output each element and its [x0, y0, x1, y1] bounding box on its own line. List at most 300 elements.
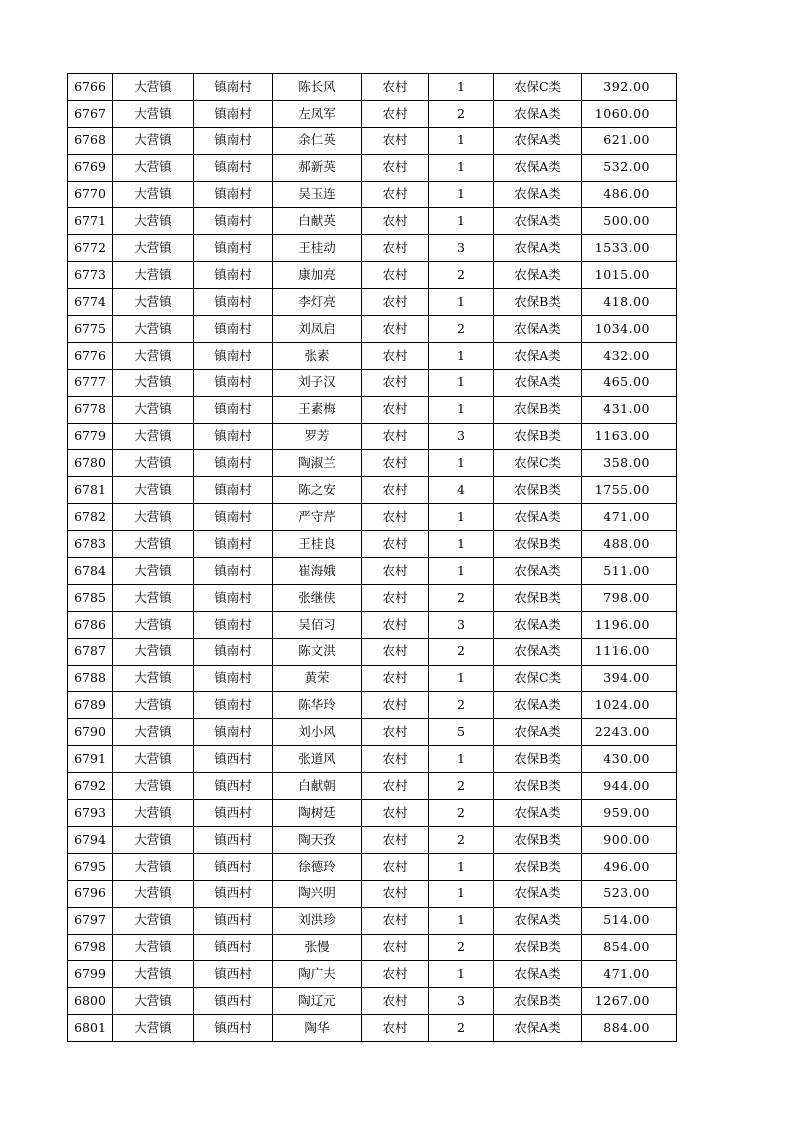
area-type-cell: 农村 [362, 853, 429, 880]
town-cell: 大营镇 [113, 692, 194, 719]
table-row [68, 988, 677, 1015]
area-type-cell: 农村 [362, 746, 429, 773]
name-cell: 陶华 [273, 1015, 362, 1042]
area-type-cell: 农村 [362, 934, 429, 961]
village-cell: 镇南村 [194, 154, 273, 181]
village-cell: 镇南村 [194, 235, 273, 262]
household-count-cell: 1 [429, 531, 494, 558]
amount-cell: 944.00 [582, 773, 677, 800]
table-row [68, 773, 677, 800]
amount-cell: 1015.00 [582, 262, 677, 289]
household-count-cell: 1 [429, 74, 494, 101]
area-type-cell: 农村 [362, 531, 429, 558]
village-cell: 镇西村 [194, 773, 273, 800]
insurance-class-cell: 农保B类 [494, 988, 582, 1015]
record-number-cell: 6789 [68, 692, 113, 719]
amount-cell: 1533.00 [582, 235, 677, 262]
area-type-cell: 农村 [362, 880, 429, 907]
name-cell: 徐德玲 [273, 853, 362, 880]
household-count-cell: 2 [429, 826, 494, 853]
town-cell: 大营镇 [113, 235, 194, 262]
town-cell: 大营镇 [113, 531, 194, 558]
village-cell: 镇西村 [194, 826, 273, 853]
insurance-class-cell: 农保A类 [494, 1015, 582, 1042]
town-cell: 大营镇 [113, 74, 194, 101]
household-count-cell: 1 [429, 127, 494, 154]
amount-cell: 358.00 [582, 450, 677, 477]
record-number-cell: 6801 [68, 1015, 113, 1042]
name-cell: 吴佰习 [273, 611, 362, 638]
table-row [68, 1015, 677, 1042]
name-cell: 李灯亮 [273, 289, 362, 316]
record-number-cell: 6781 [68, 477, 113, 504]
record-number-cell: 6784 [68, 558, 113, 585]
area-type-cell: 农村 [362, 100, 429, 127]
amount-cell: 1196.00 [582, 611, 677, 638]
record-number-cell: 6787 [68, 638, 113, 665]
area-type-cell: 农村 [362, 961, 429, 988]
insurance-class-cell: 农保A类 [494, 611, 582, 638]
table-body [68, 74, 677, 1042]
insurance-class-cell: 农保B类 [494, 531, 582, 558]
insurance-class-cell: 农保B类 [494, 934, 582, 961]
town-cell: 大营镇 [113, 504, 194, 531]
town-cell: 大营镇 [113, 773, 194, 800]
village-cell: 镇西村 [194, 880, 273, 907]
amount-cell: 1060.00 [582, 100, 677, 127]
insurance-class-cell: 农保B类 [494, 423, 582, 450]
town-cell: 大营镇 [113, 853, 194, 880]
name-cell: 刘凤启 [273, 316, 362, 343]
table-row [68, 719, 677, 746]
village-cell: 镇南村 [194, 584, 273, 611]
table-row [68, 477, 677, 504]
village-cell: 镇南村 [194, 450, 273, 477]
area-type-cell: 农村 [362, 719, 429, 746]
name-cell: 白献朝 [273, 773, 362, 800]
table-row [68, 127, 677, 154]
name-cell: 刘小风 [273, 719, 362, 746]
record-number-cell: 6777 [68, 369, 113, 396]
insurance-class-cell: 农保A类 [494, 880, 582, 907]
name-cell: 陈华玲 [273, 692, 362, 719]
village-cell: 镇西村 [194, 907, 273, 934]
household-count-cell: 3 [429, 423, 494, 450]
name-cell: 刘子汉 [273, 369, 362, 396]
area-type-cell: 农村 [362, 181, 429, 208]
name-cell: 陈文洪 [273, 638, 362, 665]
household-count-cell: 1 [429, 289, 494, 316]
table-row [68, 961, 677, 988]
insurance-class-cell: 农保A类 [494, 316, 582, 343]
amount-cell: 1024.00 [582, 692, 677, 719]
record-number-cell: 6771 [68, 208, 113, 235]
town-cell: 大营镇 [113, 961, 194, 988]
table-row [68, 74, 677, 101]
village-cell: 镇南村 [194, 289, 273, 316]
name-cell: 陶淑兰 [273, 450, 362, 477]
amount-cell: 1755.00 [582, 477, 677, 504]
amount-cell: 471.00 [582, 961, 677, 988]
insurance-class-cell: 农保A类 [494, 100, 582, 127]
village-cell: 镇南村 [194, 342, 273, 369]
household-count-cell: 1 [429, 961, 494, 988]
name-cell: 陈长风 [273, 74, 362, 101]
record-number-cell: 6775 [68, 316, 113, 343]
town-cell: 大营镇 [113, 181, 194, 208]
table-row [68, 450, 677, 477]
insurance-class-cell: 农保B类 [494, 289, 582, 316]
area-type-cell: 农村 [362, 127, 429, 154]
table-row [68, 342, 677, 369]
record-number-cell: 6800 [68, 988, 113, 1015]
insurance-class-cell: 农保A类 [494, 719, 582, 746]
area-type-cell: 农村 [362, 773, 429, 800]
insurance-class-cell: 农保C类 [494, 450, 582, 477]
village-cell: 镇南村 [194, 504, 273, 531]
area-type-cell: 农村 [362, 692, 429, 719]
name-cell: 刘洪珍 [273, 907, 362, 934]
table-row [68, 289, 677, 316]
name-cell: 张素 [273, 342, 362, 369]
area-type-cell: 农村 [362, 907, 429, 934]
record-number-cell: 6783 [68, 531, 113, 558]
table-row [68, 853, 677, 880]
amount-cell: 471.00 [582, 504, 677, 531]
household-count-cell: 1 [429, 907, 494, 934]
town-cell: 大营镇 [113, 826, 194, 853]
area-type-cell: 农村 [362, 235, 429, 262]
area-type-cell: 农村 [362, 504, 429, 531]
table-row [68, 181, 677, 208]
town-cell: 大营镇 [113, 1015, 194, 1042]
record-number-cell: 6792 [68, 773, 113, 800]
town-cell: 大营镇 [113, 262, 194, 289]
area-type-cell: 农村 [362, 800, 429, 827]
insurance-class-cell: 农保B类 [494, 773, 582, 800]
record-number-cell: 6796 [68, 880, 113, 907]
household-count-cell: 1 [429, 181, 494, 208]
amount-cell: 392.00 [582, 74, 677, 101]
amount-cell: 884.00 [582, 1015, 677, 1042]
amount-cell: 621.00 [582, 127, 677, 154]
data-table [67, 73, 677, 1042]
insurance-class-cell: 农保A类 [494, 369, 582, 396]
insurance-class-cell: 农保A类 [494, 262, 582, 289]
name-cell: 陶树廷 [273, 800, 362, 827]
amount-cell: 1034.00 [582, 316, 677, 343]
amount-cell: 430.00 [582, 746, 677, 773]
table-row [68, 638, 677, 665]
area-type-cell: 农村 [362, 611, 429, 638]
record-number-cell: 6772 [68, 235, 113, 262]
amount-cell: 854.00 [582, 934, 677, 961]
household-count-cell: 2 [429, 638, 494, 665]
area-type-cell: 农村 [362, 289, 429, 316]
household-count-cell: 1 [429, 396, 494, 423]
household-count-cell: 1 [429, 853, 494, 880]
record-number-cell: 6779 [68, 423, 113, 450]
table-row [68, 396, 677, 423]
town-cell: 大营镇 [113, 208, 194, 235]
record-number-cell: 6768 [68, 127, 113, 154]
amount-cell: 959.00 [582, 800, 677, 827]
village-cell: 镇南村 [194, 100, 273, 127]
name-cell: 崔海娥 [273, 558, 362, 585]
amount-cell: 496.00 [582, 853, 677, 880]
insurance-class-cell: 农保B类 [494, 396, 582, 423]
record-number-cell: 6769 [68, 154, 113, 181]
amount-cell: 511.00 [582, 558, 677, 585]
table-row [68, 100, 677, 127]
village-cell: 镇南村 [194, 558, 273, 585]
amount-cell: 1116.00 [582, 638, 677, 665]
village-cell: 镇南村 [194, 181, 273, 208]
household-count-cell: 1 [429, 369, 494, 396]
amount-cell: 500.00 [582, 208, 677, 235]
table-row [68, 611, 677, 638]
household-count-cell: 1 [429, 154, 494, 181]
town-cell: 大营镇 [113, 396, 194, 423]
area-type-cell: 农村 [362, 74, 429, 101]
amount-cell: 514.00 [582, 907, 677, 934]
amount-cell: 1163.00 [582, 423, 677, 450]
household-count-cell: 1 [429, 880, 494, 907]
area-type-cell: 农村 [362, 638, 429, 665]
household-count-cell: 2 [429, 316, 494, 343]
insurance-class-cell: 农保A类 [494, 235, 582, 262]
town-cell: 大营镇 [113, 934, 194, 961]
area-type-cell: 农村 [362, 396, 429, 423]
village-cell: 镇西村 [194, 1015, 273, 1042]
name-cell: 严守芹 [273, 504, 362, 531]
amount-cell: 488.00 [582, 531, 677, 558]
household-count-cell: 2 [429, 692, 494, 719]
name-cell: 黄荣 [273, 665, 362, 692]
household-count-cell: 2 [429, 100, 494, 127]
household-count-cell: 2 [429, 773, 494, 800]
village-cell: 镇西村 [194, 961, 273, 988]
record-number-cell: 6774 [68, 289, 113, 316]
household-count-cell: 1 [429, 558, 494, 585]
insurance-class-cell: 农保A类 [494, 504, 582, 531]
town-cell: 大营镇 [113, 665, 194, 692]
record-number-cell: 6786 [68, 611, 113, 638]
area-type-cell: 农村 [362, 342, 429, 369]
name-cell: 王桂良 [273, 531, 362, 558]
name-cell: 罗芳 [273, 423, 362, 450]
insurance-class-cell: 农保C类 [494, 665, 582, 692]
name-cell: 白献英 [273, 208, 362, 235]
household-count-cell: 1 [429, 746, 494, 773]
amount-cell: 900.00 [582, 826, 677, 853]
town-cell: 大营镇 [113, 289, 194, 316]
table-row [68, 584, 677, 611]
amount-cell: 1267.00 [582, 988, 677, 1015]
name-cell: 陶兴明 [273, 880, 362, 907]
insurance-class-cell: 农保A类 [494, 800, 582, 827]
amount-cell: 431.00 [582, 396, 677, 423]
name-cell: 余仁英 [273, 127, 362, 154]
table-row [68, 235, 677, 262]
town-cell: 大营镇 [113, 988, 194, 1015]
household-count-cell: 2 [429, 934, 494, 961]
village-cell: 镇南村 [194, 316, 273, 343]
household-count-cell: 1 [429, 208, 494, 235]
village-cell: 镇南村 [194, 665, 273, 692]
village-cell: 镇南村 [194, 638, 273, 665]
household-count-cell: 1 [429, 504, 494, 531]
village-cell: 镇南村 [194, 262, 273, 289]
table-row [68, 826, 677, 853]
area-type-cell: 农村 [362, 369, 429, 396]
amount-cell: 798.00 [582, 584, 677, 611]
amount-cell: 394.00 [582, 665, 677, 692]
town-cell: 大营镇 [113, 477, 194, 504]
record-number-cell: 6798 [68, 934, 113, 961]
record-number-cell: 6785 [68, 584, 113, 611]
record-number-cell: 6778 [68, 396, 113, 423]
town-cell: 大营镇 [113, 584, 194, 611]
village-cell: 镇西村 [194, 853, 273, 880]
town-cell: 大营镇 [113, 423, 194, 450]
household-count-cell: 2 [429, 800, 494, 827]
amount-cell: 418.00 [582, 289, 677, 316]
village-cell: 镇西村 [194, 988, 273, 1015]
village-cell: 镇南村 [194, 477, 273, 504]
amount-cell: 2243.00 [582, 719, 677, 746]
town-cell: 大营镇 [113, 800, 194, 827]
name-cell: 吴玉连 [273, 181, 362, 208]
insurance-class-cell: 农保A类 [494, 692, 582, 719]
village-cell: 镇西村 [194, 746, 273, 773]
area-type-cell: 农村 [362, 423, 429, 450]
record-number-cell: 6797 [68, 907, 113, 934]
town-cell: 大营镇 [113, 316, 194, 343]
town-cell: 大营镇 [113, 719, 194, 746]
household-count-cell: 5 [429, 719, 494, 746]
town-cell: 大营镇 [113, 369, 194, 396]
amount-cell: 486.00 [582, 181, 677, 208]
household-count-cell: 2 [429, 584, 494, 611]
insurance-class-cell: 农保A类 [494, 342, 582, 369]
name-cell: 陶辽元 [273, 988, 362, 1015]
name-cell: 康加亮 [273, 262, 362, 289]
name-cell: 陈之安 [273, 477, 362, 504]
town-cell: 大营镇 [113, 638, 194, 665]
household-count-cell: 3 [429, 611, 494, 638]
table-row [68, 262, 677, 289]
village-cell: 镇南村 [194, 369, 273, 396]
amount-cell: 532.00 [582, 154, 677, 181]
insurance-class-cell: 农保B类 [494, 826, 582, 853]
insurance-class-cell: 农保A类 [494, 961, 582, 988]
town-cell: 大营镇 [113, 746, 194, 773]
area-type-cell: 农村 [362, 450, 429, 477]
village-cell: 镇西村 [194, 934, 273, 961]
name-cell: 陶天孜 [273, 826, 362, 853]
record-number-cell: 6788 [68, 665, 113, 692]
insurance-class-cell: 农保A类 [494, 127, 582, 154]
insurance-class-cell: 农保A类 [494, 638, 582, 665]
household-count-cell: 2 [429, 262, 494, 289]
name-cell: 张道风 [273, 746, 362, 773]
name-cell: 郝新英 [273, 154, 362, 181]
village-cell: 镇南村 [194, 692, 273, 719]
record-number-cell: 6766 [68, 74, 113, 101]
name-cell: 王桂动 [273, 235, 362, 262]
record-number-cell: 6782 [68, 504, 113, 531]
record-number-cell: 6791 [68, 746, 113, 773]
household-count-cell: 4 [429, 477, 494, 504]
record-number-cell: 6767 [68, 100, 113, 127]
insurance-class-cell: 农保B类 [494, 853, 582, 880]
insurance-class-cell: 农保A类 [494, 558, 582, 585]
table-row [68, 504, 677, 531]
insurance-class-cell: 农保B类 [494, 477, 582, 504]
insurance-class-cell: 农保A类 [494, 907, 582, 934]
table-row [68, 531, 677, 558]
insurance-class-cell: 农保C类 [494, 74, 582, 101]
table-row [68, 880, 677, 907]
table-row [68, 746, 677, 773]
household-count-cell: 2 [429, 1015, 494, 1042]
table-row [68, 907, 677, 934]
table-row [68, 665, 677, 692]
village-cell: 镇南村 [194, 719, 273, 746]
record-number-cell: 6776 [68, 342, 113, 369]
area-type-cell: 农村 [362, 1015, 429, 1042]
town-cell: 大营镇 [113, 342, 194, 369]
record-number-cell: 6795 [68, 853, 113, 880]
area-type-cell: 农村 [362, 208, 429, 235]
area-type-cell: 农村 [362, 154, 429, 181]
record-number-cell: 6794 [68, 826, 113, 853]
town-cell: 大营镇 [113, 127, 194, 154]
village-cell: 镇南村 [194, 208, 273, 235]
amount-cell: 523.00 [582, 880, 677, 907]
name-cell: 张继侠 [273, 584, 362, 611]
village-cell: 镇南村 [194, 127, 273, 154]
table-row [68, 423, 677, 450]
household-count-cell: 3 [429, 235, 494, 262]
amount-cell: 465.00 [582, 369, 677, 396]
name-cell: 张慢 [273, 934, 362, 961]
town-cell: 大营镇 [113, 611, 194, 638]
household-count-cell: 1 [429, 665, 494, 692]
area-type-cell: 农村 [362, 316, 429, 343]
record-number-cell: 6799 [68, 961, 113, 988]
town-cell: 大营镇 [113, 154, 194, 181]
name-cell: 陶广夫 [273, 961, 362, 988]
area-type-cell: 农村 [362, 988, 429, 1015]
village-cell: 镇西村 [194, 800, 273, 827]
area-type-cell: 农村 [362, 558, 429, 585]
village-cell: 镇南村 [194, 396, 273, 423]
table-row [68, 369, 677, 396]
record-number-cell: 6773 [68, 262, 113, 289]
town-cell: 大营镇 [113, 100, 194, 127]
household-count-cell: 3 [429, 988, 494, 1015]
table-row [68, 692, 677, 719]
village-cell: 镇南村 [194, 611, 273, 638]
table-row [68, 316, 677, 343]
insurance-class-cell: 农保B类 [494, 746, 582, 773]
household-count-cell: 1 [429, 450, 494, 477]
town-cell: 大营镇 [113, 558, 194, 585]
area-type-cell: 农村 [362, 826, 429, 853]
record-number-cell: 6780 [68, 450, 113, 477]
